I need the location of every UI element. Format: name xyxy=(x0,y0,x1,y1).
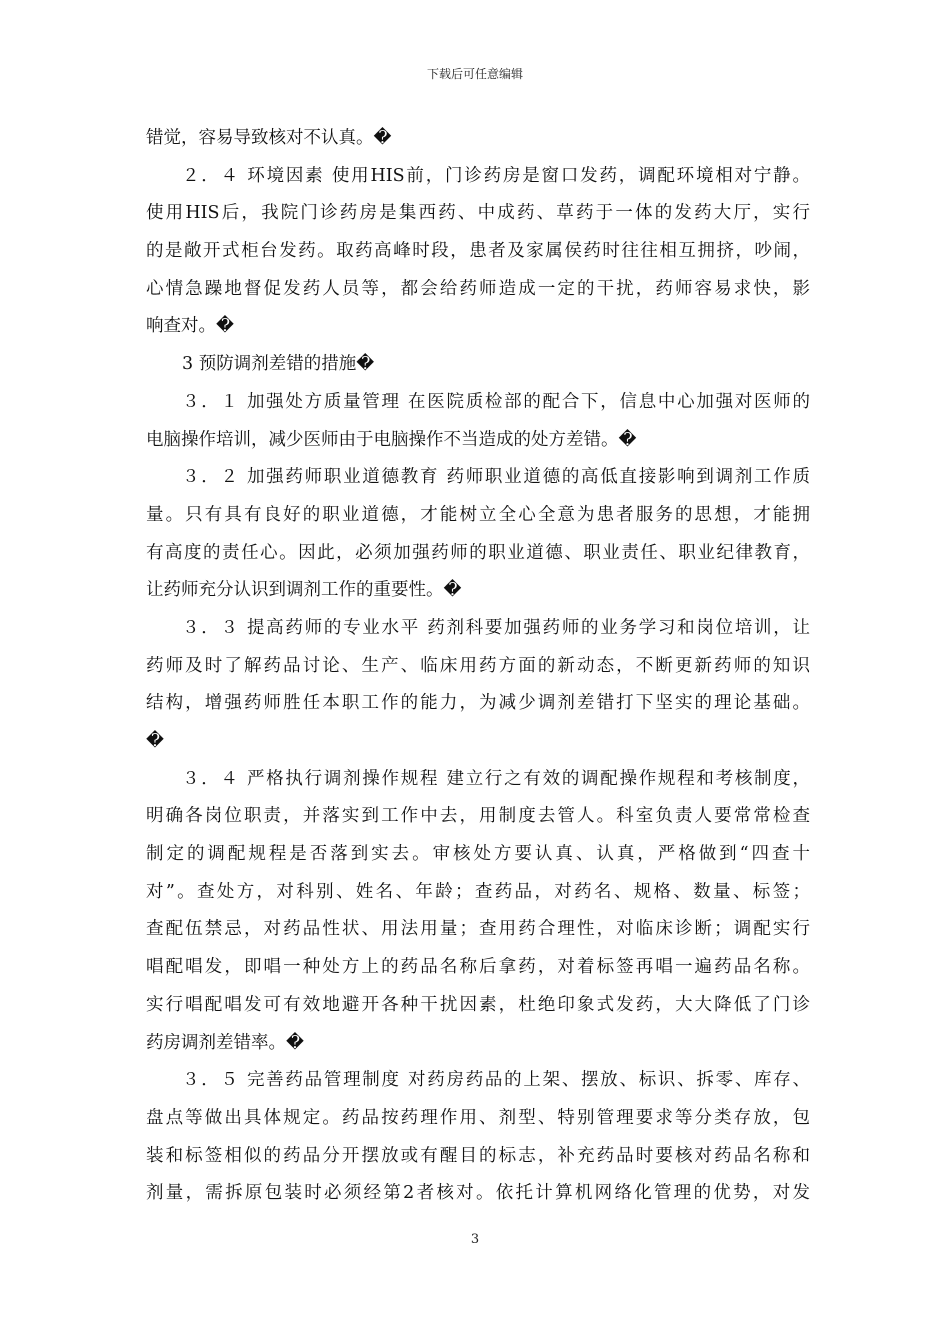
document-body xyxy=(146,120,810,1213)
text-line: 对”。查处方，对科别、姓名、年龄；查药品，对药名、规格、数量、标签； xyxy=(146,881,810,902)
text-line: 电脑操作培训，减少医师由于电脑操作不当造成的处方差错。� xyxy=(146,429,637,450)
text-line: ３．４ 严格执行调剂操作规程 建立行之有效的调配操作规程和考核制度， xyxy=(182,768,810,789)
text-line: 有高度的责任心。因此，必须加强药师的职业道德、职业责任、职业纪律教育， xyxy=(146,542,810,563)
section-heading: 3 预防调剂差错的措施� xyxy=(182,354,375,375)
text-line: 装和标签相似的药品分开摆放或有醒目的标志，补充药品时要核对药品名称和 xyxy=(146,1145,810,1166)
text-line: 盘点等做出具体规定。药品按药理作用、剂型、特别管理要求等分类存放，包 xyxy=(146,1107,810,1128)
text-line: 结构，增强药师胜任本职工作的能力，为减少调剂差错打下坚实的理论基础。 xyxy=(146,693,810,714)
text-line: 使用HIS后，我院门诊药房是集西药、中成药、草药于一体的发药大厅，实行 xyxy=(146,203,810,224)
text-line: ３．５ 完善药品管理制度 对药房药品的上架、摆放、标识、拆零、库存、 xyxy=(182,1070,810,1091)
text-line: 药房调剂差错率。� xyxy=(146,1032,304,1053)
text-line: 实行唱配唱发可有效地避开各种干扰因素，杜绝印象式发药，大大降低了门诊 xyxy=(146,994,810,1015)
text-line: 剂量，需拆原包装时必须经第2者核对。依托计算机网络化管理的优势，对发 xyxy=(146,1183,810,1204)
text-line: 制定的调配规程是否落到实去。审核处方要认真、认真，严格做到“四查十 xyxy=(146,844,810,865)
text-line: 心情急躁地督促发药人员等，都会给药师造成一定的干扰，药师容易求快，影 xyxy=(146,278,810,299)
text-line: 的是敞开式柜台发药。取药高峰时段，患者及家属侯药时往往相互拥挤，吵闹， xyxy=(146,241,810,262)
text-line: 唱配唱发，即唱一种处方上的药品名称后拿药，对着标签再唱一遍药品名称。 xyxy=(146,957,810,978)
text-line: 让药师充分认识到调剂工作的重要性。� xyxy=(146,580,462,601)
text-line: ３．３ 提高药师的专业水平 药剂科要加强药师的业务学习和岗位培训，让 xyxy=(182,617,810,638)
text-line: ２．４ 环境因素 使用HIS前，门诊药房是窗口发药，调配环境相对宁静。 xyxy=(182,165,810,186)
page-header: 下载后可任意编辑 xyxy=(426,67,523,81)
text-line: ３．２ 加强药师职业道德教育 药师职业道德的高低直接影响到调剂工作质 xyxy=(182,467,810,488)
text-line: 明确各岗位职责，并落实到工作中去，用制度去管人。科室负责人要常常检查 xyxy=(146,806,810,827)
text-line: 响查对。� xyxy=(146,316,234,337)
text-line: 药师及时了解药品讨论、生产、临床用药方面的新动态，不断更新药师的知识 xyxy=(146,655,810,676)
text-line: 错觉，容易导致核对不认真。� xyxy=(146,128,392,148)
text-line: ３．１ 加强处方质量管理 在医院质检部的配合下，信息中心加强对医师的 xyxy=(182,391,810,412)
text-line: � xyxy=(146,731,164,751)
text-line: 量。只有具有良好的职业道德，才能树立全心全意为患者服务的思想，才能拥 xyxy=(146,504,810,525)
page-number: 3 xyxy=(470,1232,480,1247)
text-line: 查配伍禁忌，对药品性状、用法用量；查用药合理性，对临床诊断；调配实行 xyxy=(146,919,810,940)
